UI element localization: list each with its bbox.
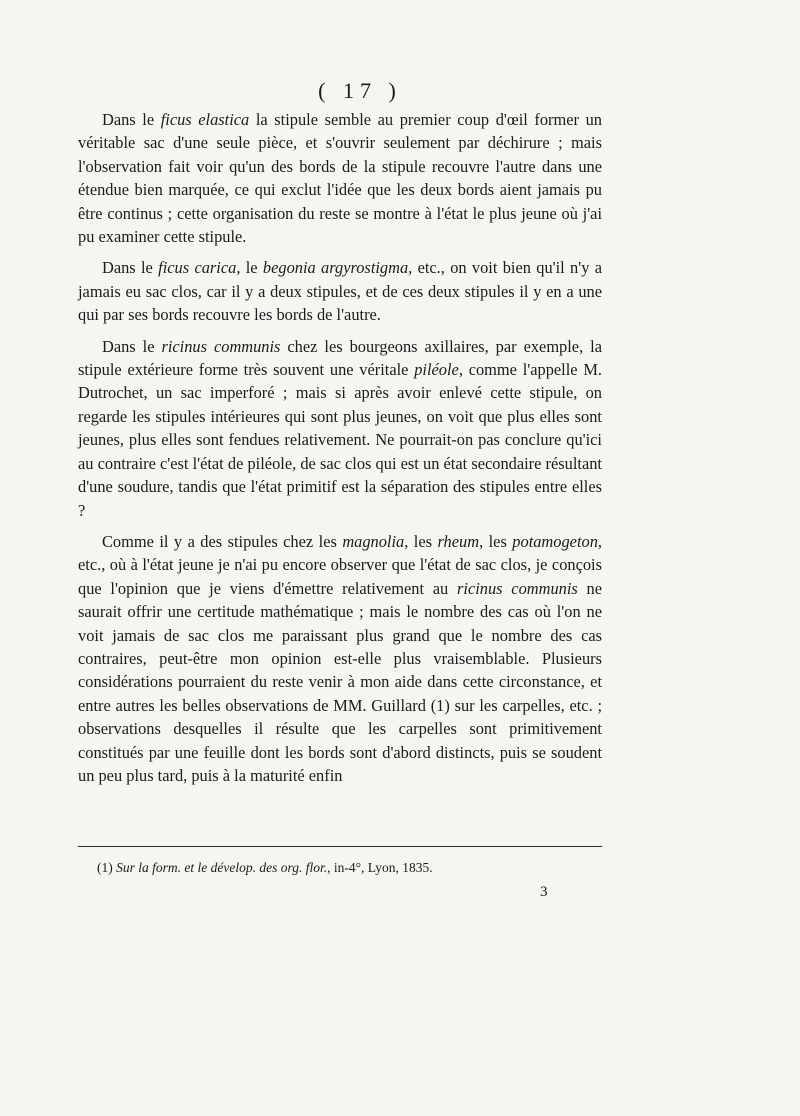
page-number: ( 17 ) <box>318 78 402 103</box>
footnote <box>97 858 597 878</box>
text-run: , les <box>404 531 438 551</box>
text-run: , comme l'appelle M. Dutrochet, un sac imperforé ; mais si après avoir enlevé cette stipule, on regarde les stipules intérieures qui sont plus jeunes, on voit que plus elles sont jeunes, plus elles sont fendues relativement. Ne pourrait-on pas conclure qu'ici au contraire c'est l'état de piléole, de sac clos qui est un état secondaire résultant d'une soudure, tandis que l'état primitif est la séparation des stipules entre elles ? <box>78 360 603 520</box>
footnote-divider <box>78 846 602 847</box>
body-text <box>78 108 602 787</box>
signature-mark: 3 <box>540 884 548 900</box>
italic-term: ficus elastica <box>160 110 250 129</box>
text-run: la stipule semble au premier coup d'œil former un véritable sac d'une seule pièce, et s'ouvrir seulement par déchirure ; mais l'observation fait voir qu'un des bords de la stipule recouvre l'autre dans une étendue bien marquée, ce qui exclut l'idée que les deux bords aient jamais pu être continus ; cette organisation du reste se montre à l'état le plus jeune où j'ai pu examiner cette stipule. <box>78 110 602 247</box>
italic-term: ricinus communis <box>161 336 281 356</box>
text-run: , etc., on voit bien qu'il n'y a jamais eu sac clos, car il y a deux stipules, et de ces deux stipules il y en a une qui par ses bords recouvre les bords de l'autre. <box>78 258 602 325</box>
italic-term: magnolia <box>342 531 405 551</box>
text-run: , etc., où à l'état jeune je n'ai pu encore observer que l'état de sac clos, je conçois que l'opinion que je viens d'émettre relativement au <box>78 531 602 598</box>
text-run: ne saurait offrir une certitude mathématique ; mais le nombre des cas où l'on ne voit jamais de sac clos me paraissant plus grand que le nombre des cas contraires, peut-être mon opinion est-elle plus vraisemblable. Plusieurs considérations pourraient du reste venir à mon aide dans cette circonstance, et entre autres les belles observations de MM. Guillard (1) sur les carpelles, etc. ; observations desquelles il résulte que les carpelles sont primitivement constitués par une feuille dont les bords sont d'abord distincts, puis se soudent un peu plus tard, puis à la maturité enfin <box>78 578 602 785</box>
italic-term: rheum <box>437 531 480 551</box>
footnote-citation: Sur la form. et le dévelop. des org. flor. <box>116 860 328 875</box>
italic-term: potamogeton <box>512 531 598 551</box>
text-run: , les <box>479 531 513 551</box>
italic-term: begonia argyrostigma <box>262 258 409 278</box>
text-run: , le <box>236 258 263 278</box>
text-run: chez les bourgeons axillaires, par exemple, la stipule extérieure forme très souvent une véritale <box>78 336 602 380</box>
footnote-marker: (1) <box>97 860 117 875</box>
italic-term: ricinus communis <box>457 578 578 598</box>
footnote-details: , in-4°, Lyon, 1835. <box>327 860 433 875</box>
italic-term: ficus carica <box>158 258 237 278</box>
text-run: Dans le <box>102 110 161 129</box>
paragraph-3 <box>78 335 602 522</box>
italic-term: piléole <box>414 360 459 380</box>
text-run: Dans le <box>102 336 162 356</box>
paragraph-2 <box>78 256 602 326</box>
text-run: Dans le <box>102 258 159 278</box>
text-run: Comme il y a des stipules chez les <box>102 531 343 551</box>
paragraph-1 <box>78 108 602 248</box>
paragraph-4 <box>78 530 602 787</box>
